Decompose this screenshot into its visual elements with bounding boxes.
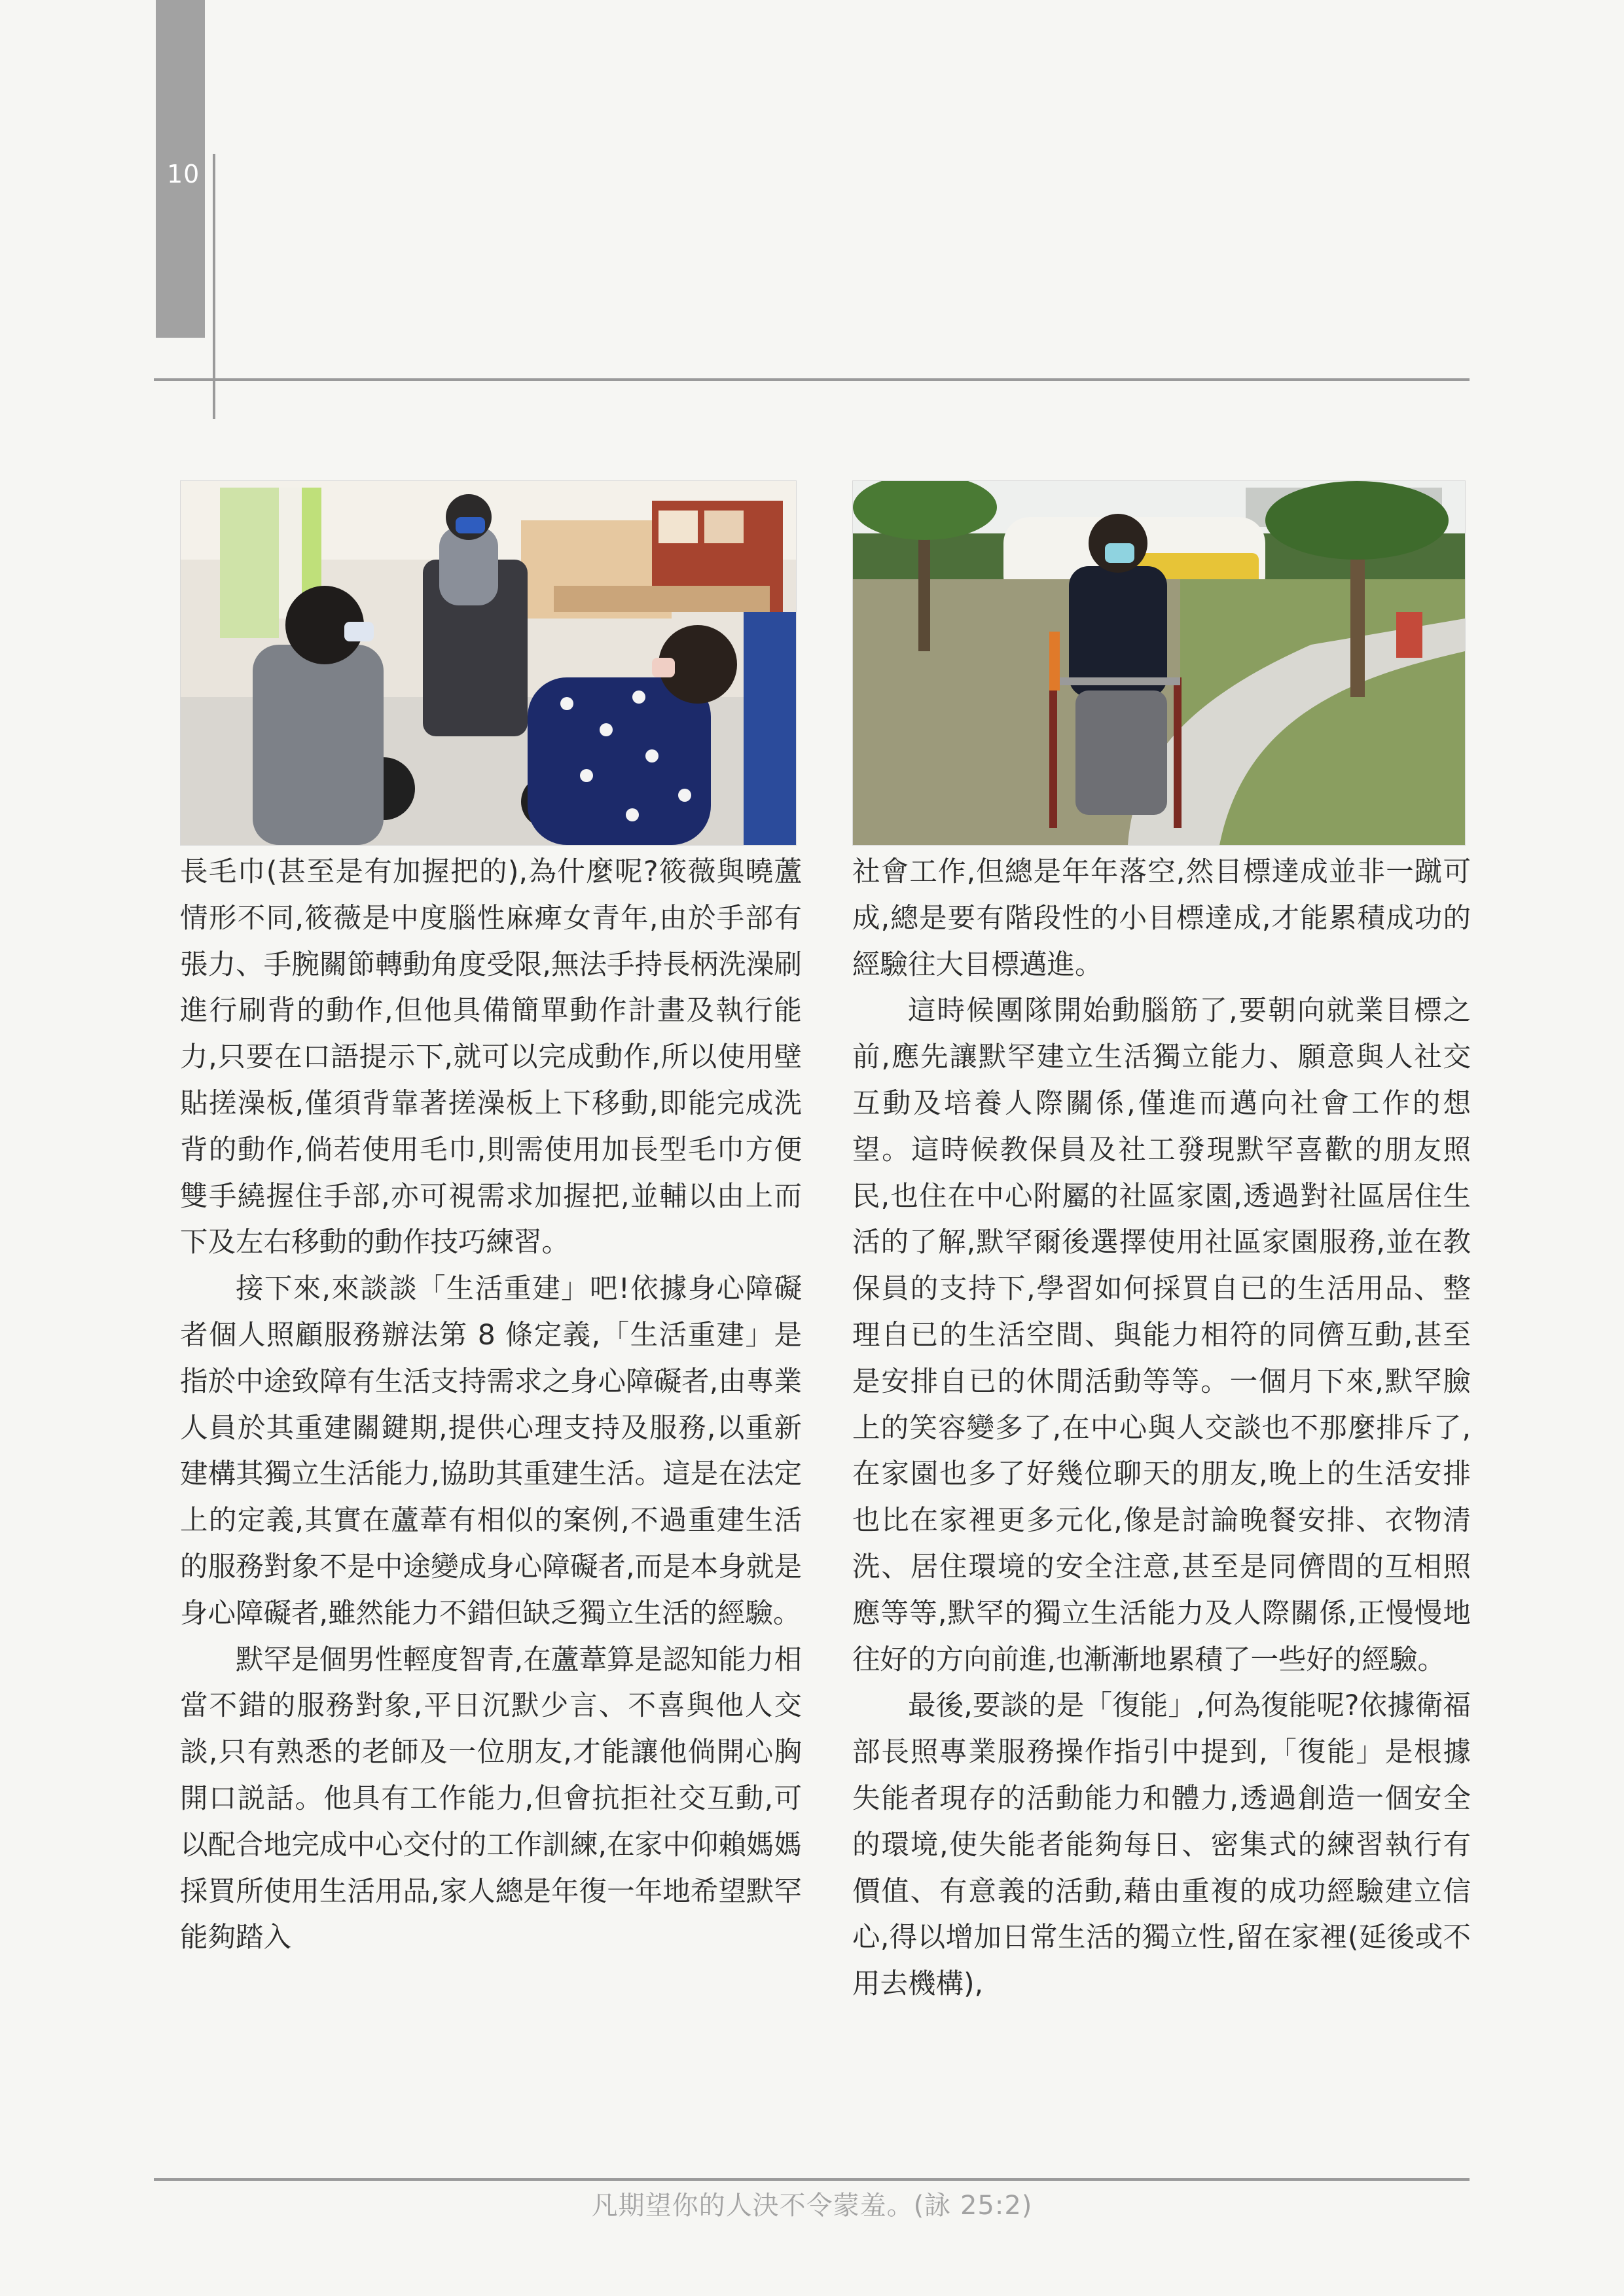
paragraph: 接下來,來談談「生活重建」吧!依據身心障礙者個人照顧服務辦法第 8 條定義,「生活重建」是指於中途致障有生活支持需求之身心障礙者,由專業人員於其重建關鍵期,提供心理支持及服務,以重新建構其獨立生活能力,協助其重建生活。這是在法定上的定義,其實在蘆葦有相似的案例,不過重建生活的服務對象不是中途變成身心障礙者,而是本身就是身心障礙者,雖然能力不錯但缺乏獨立生活的經驗。 [180, 1273, 802, 1630]
walker-training-photo [852, 480, 1466, 846]
footer-rule [154, 2178, 1470, 2181]
footer-verse: 凡期望你的人決不令蒙羞。(詠 25:2) [591, 2191, 1033, 2221]
page-number: 10 [167, 160, 200, 188]
paragraph: 默罕是個男性輕度智青,在蘆葦算是認知能力相當不錯的服務對象,平日沉默少言、不喜與他人交談,只有熟悉的老師及一位朋友,才能讓他倘開心胸開口説話。他具有工作能力,但會抗拒社交互動,可以配合地完成中心交付的工作訓練,在家中仰賴媽媽採買所使用生活用品,家人總是年復一年地希望默罕能夠踏入 [180, 1643, 802, 1954]
wheelchair-fitting-photo [180, 480, 797, 846]
paragraph: 最後,要談的是「復能」,何為復能呢?依據衛福部長照專業服務操作指引中提到,「復能」是根據失能者現存的活動能力和體力,透過創造一個安全的環境,使失能者能夠每日、密集式的練習執行有價值、有意義的活動,藉由重複的成功經驗建立信心,得以增加日常生活的獨立性,留在家裡(延後或不用去機構), [852, 1690, 1471, 2001]
paragraph: 這時候團隊開始動腦筋了,要朝向就業目標之前,應先讓默罕建立生活獨立能力、願意與人社交互動及培養人際關係,僅進而邁向社會工作的想望。這時候教保員及社工發現默罕喜歡的朋友照民,也住在中心附屬的社區家園,透過對社區居住生活的了解,默罕爾後選擇使用社區家園服務,並在教保員的支持下,學習如何採買自已的生活用品、整理自已的生活空間、與能力相符的同儕互動,甚至是安排自已的休閒活動等等。一個月下來,默罕臉上的笑容變多了,在中心與人交談也不那麼排斥了,在家園也多了好幾位聊天的朋友,晚上的生活安排也比在家裡更多元化,像是討論晚餐安排、衣物清洗、居住環境的安全注意,甚至是同儕間的互相照應等等,默罕的獨立生活能力及人際關係,正慢慢地往好的方向前進,也漸漸地累積了一些好的經驗。 [852, 995, 1471, 1676]
paragraph: 社會工作,但總是年年落空,然目標達成並非一蹴可成,總是要有階段性的小目標達成,才能累積成功的經驗往大目標邁進。 [852, 856, 1471, 981]
body-column-right [852, 850, 1471, 2008]
header-rule [154, 378, 1470, 381]
paragraph: 長毛巾(甚至是有加握把的),為什麼呢?筱薇與曉蘆情形不同,筱薇是中度腦性麻痺女青年,由於手部有張力、手腕關節轉動角度受限,無法手持長柄洗澡刷進行刷背的動作,但他具備簡單動作計畫及執行能力,只要在口語提示下,就可以完成動作,所以使用壁貼搓澡板,僅須背靠著搓澡板上下移動,即能完成洗背的動作,倘若使用毛巾,則需使用加長型毛巾方便雙手繞握住手部,亦可視需求加握把,並輔以由上而下及左右移動的動作技巧練習。 [180, 856, 802, 1259]
body-column-left [180, 850, 802, 1962]
